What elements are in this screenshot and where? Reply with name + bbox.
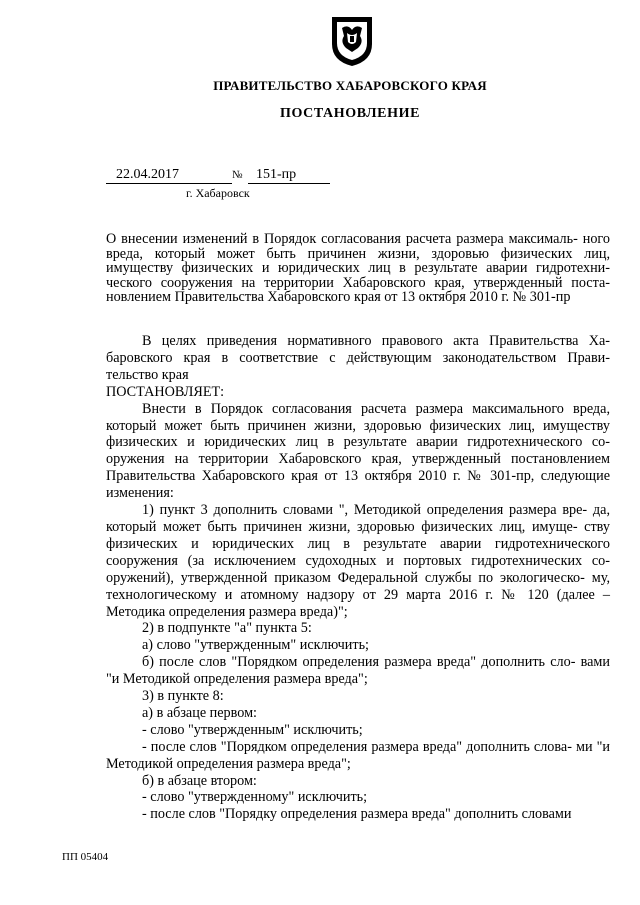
body-paragraph: - после слов "Порядком определения размера вреда" дополнить слова- ми "и Методикой определения размера вреда"; <box>106 738 610 772</box>
document-number: 151-пр <box>248 166 330 184</box>
body-paragraph: 2) в подпункте "а" пункта 5: <box>142 620 312 637</box>
government-title: ПРАВИТЕЛЬСТВО ХАБАРОВСКОГО КРАЯ <box>213 78 487 93</box>
body-paragraph: б) в абзаце втором: <box>142 772 257 789</box>
document-type: ПОСТАНОВЛЕНИЕ <box>279 106 421 121</box>
decree-word: ПОСТАНОВЛЯЕТ: <box>106 383 225 400</box>
body-paragraph: - слово "утвержденным" исключить; <box>142 721 363 738</box>
body-paragraph: 1) пункт 3 дополнить словами ", Методикой определения размера вре- да, который может быть причинен жизни, здоровью физических лиц, имуще- ству физических и юридических лиц в результате аварии гидротехнического сооружения (за исключением судоходных и портовых гидротехнических со- оружений), утвержденной приказом Федеральной службы по экологическо- му, технологическому и атомному надзору от 29 марта 2016 г. № 120 (далее – Методика определения размера вреда)"; <box>106 502 610 620</box>
intro-paragraph: В целях приведения нормативного правового акта Правительства Ха- баровского края в соответствие с действующим законодательством Прави- тельство края <box>106 333 610 383</box>
city: г. Хабаровск <box>186 186 250 200</box>
number-sign: № <box>232 169 243 181</box>
body-paragraph: 3) в пункте 8: <box>142 688 224 705</box>
coat-of-arms-icon <box>330 14 374 68</box>
document-body <box>106 333 610 823</box>
body-paragraph: б) после слов "Порядком определения размера вреда" дополнить сло- вами "и Методикой определения размера вреда"; <box>106 654 610 688</box>
body-paragraph: а) слово "утвержденным" исключить; <box>142 637 369 654</box>
body-paragraph: - слово "утвержденному" исключить; <box>142 789 368 806</box>
document-subject: О внесении изменений в Порядок согласования расчета размера максималь- ного вреда, который может быть причинен жизни, здоровью физических лиц, имуществу физических и юридических лиц в результате аварии гидротехни- ческого сооружения на территории Хабаровского края, утвержденный поста- новлением Правительства Хабаровского края от 13 октября 2010 г. № 301-пр <box>106 231 610 305</box>
body-paragraph: Внести в Порядок согласования расчета размера максимального вреда, который может быть причинен жизни, здоровью физических лиц, имуществу физических и юридических лиц в результате аварии гидротехнического со- оружения на территории Хабаровского края, утвержденный постановлением Правительства Хабаровского края от 13 октября 2010 г. № 301-пр, следующие изменения: <box>106 400 610 502</box>
body-paragraph: - после слов "Порядку определения размера вреда" дополнить словами <box>142 806 572 823</box>
body-paragraph: а) в абзаце первом: <box>142 704 257 721</box>
footer-code: ПП 05404 <box>62 851 109 863</box>
document-date: 22.04.2017 <box>106 166 232 184</box>
